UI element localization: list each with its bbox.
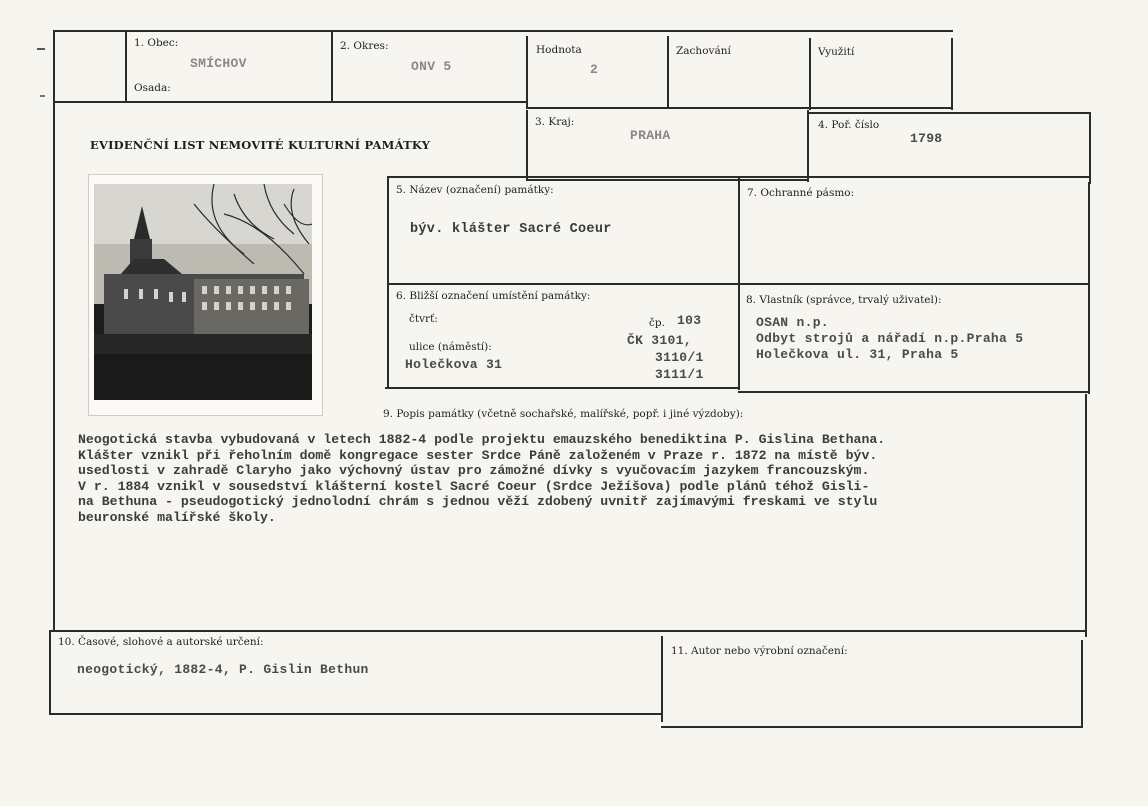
- rule: [49, 713, 662, 715]
- rule: [1089, 112, 1091, 184]
- popis-label: 9. Popis památky (včetně sochařské, malířské, popř. i jiné výzdoby):: [383, 408, 744, 420]
- ulice-value: Holečkova 31: [405, 357, 503, 372]
- pasmo-label: 7. Ochranné pásmo:: [747, 187, 855, 199]
- rule: [738, 391, 1089, 393]
- rule: [661, 726, 1082, 728]
- nazev-value: býv. klášter Sacré Coeur: [410, 222, 612, 237]
- margin-mark: [40, 95, 45, 97]
- rule: [387, 283, 1089, 285]
- hodnota-value: 2: [590, 62, 599, 77]
- popis-line: Klášter vznikl při řeholním domě kongregace sester Srdce Páně založeném v Praze r. 1872 na místě býv.: [78, 447, 878, 463]
- vyuziti-label: Využití: [818, 46, 855, 58]
- rule: [1081, 640, 1083, 728]
- por-cislo-label: 4. Poř. číslo: [818, 119, 880, 131]
- rule: [53, 30, 953, 32]
- kraj-value: PRAHA: [630, 128, 671, 143]
- form-title: EVIDENČNÍ LIST NEMOVITÉ KULTURNÍ PAMÁTKY: [90, 138, 431, 152]
- rule: [809, 38, 811, 110]
- rule: [53, 101, 55, 631]
- popis-line: na Bethuna - pseudogotický jednolodní chrám s jednou věží zdobený uvnitř zajímavými freskami ve stylu: [78, 494, 878, 509]
- popis-line: Neogotická stavba vybudovaná v letech 1882-4 podle projektu emauzského benediktina P. Gislina Bethana.: [78, 432, 886, 447]
- rule: [951, 38, 953, 110]
- rule: [385, 387, 740, 389]
- rule: [49, 630, 1086, 632]
- rule: [331, 30, 333, 102]
- kraj-label: 3. Kraj:: [535, 116, 575, 128]
- rule: [125, 30, 127, 102]
- rule: [49, 630, 51, 714]
- building-photo: [94, 184, 312, 400]
- rule: [526, 107, 951, 109]
- rule: [1088, 182, 1090, 394]
- okres-label: 2. Okres:: [340, 40, 389, 52]
- rule: [526, 110, 528, 180]
- popis-line: beuronské malířské školy.: [78, 509, 276, 525]
- cp-value: 103: [677, 313, 702, 328]
- ctvrt-label: čtvrť:: [409, 313, 438, 325]
- ulice-label: ulice (náměstí):: [409, 341, 492, 353]
- obec-value: SMÍCHOV: [190, 56, 247, 71]
- rule: [53, 101, 526, 103]
- ck-line-1: ČK 3101,: [627, 333, 692, 348]
- osada-label: Osada:: [134, 82, 171, 94]
- rule: [807, 112, 1090, 114]
- rule: [387, 176, 389, 388]
- zachovani-label: Zachování: [676, 45, 731, 57]
- hodnota-label: Hodnota: [536, 44, 582, 56]
- vlastnik-line-1: OSAN n.p.: [756, 315, 829, 330]
- popis-text: [78, 432, 1093, 525]
- okres-value: ONV 5: [411, 59, 452, 74]
- rule: [807, 110, 809, 182]
- urceni-value: neogotický, 1882-4, P. Gislin Bethun: [77, 662, 369, 677]
- obec-label: 1. Obec:: [134, 37, 179, 49]
- rule: [661, 636, 663, 722]
- ck-line-2: 3110/1: [655, 350, 704, 365]
- vlastnik-line-2: Odbyt strojů a nářadí n.p.Praha 5: [756, 331, 1024, 346]
- ck-line-3: 3111/1: [655, 367, 704, 382]
- por-cislo-value: 1798: [910, 131, 943, 146]
- rule: [526, 36, 528, 108]
- cp-label: čp.: [649, 317, 665, 329]
- nazev-label: 5. Název (označení) památky:: [396, 184, 554, 196]
- urceni-label: 10. Časové, slohové a autorské určení:: [58, 636, 264, 648]
- vlastnik-label: 8. Vlastník (správce, trvalý uživatel):: [746, 294, 942, 306]
- rule: [53, 30, 55, 102]
- margin-mark: [37, 48, 45, 50]
- vlastnik-line-3: Holečkova ul. 31, Praha 5: [756, 347, 959, 362]
- popis-line: V r. 1884 vznikl v sousedství klášterní kostel Sacré Coeur (Srdce Ježíšova) podle plánů téhož Gisli-: [78, 478, 870, 494]
- umisteni-label: 6. Bližší označení umístění památky:: [396, 290, 591, 302]
- autor-label: 11. Autor nebo výrobní označení:: [671, 645, 848, 657]
- rule: [526, 179, 808, 181]
- rule: [667, 36, 669, 108]
- popis-line: usedlosti v zahradě Claryho jako výchovný ústav pro zámožné dívky s vyučovacím jazykem francouzským.: [78, 463, 870, 478]
